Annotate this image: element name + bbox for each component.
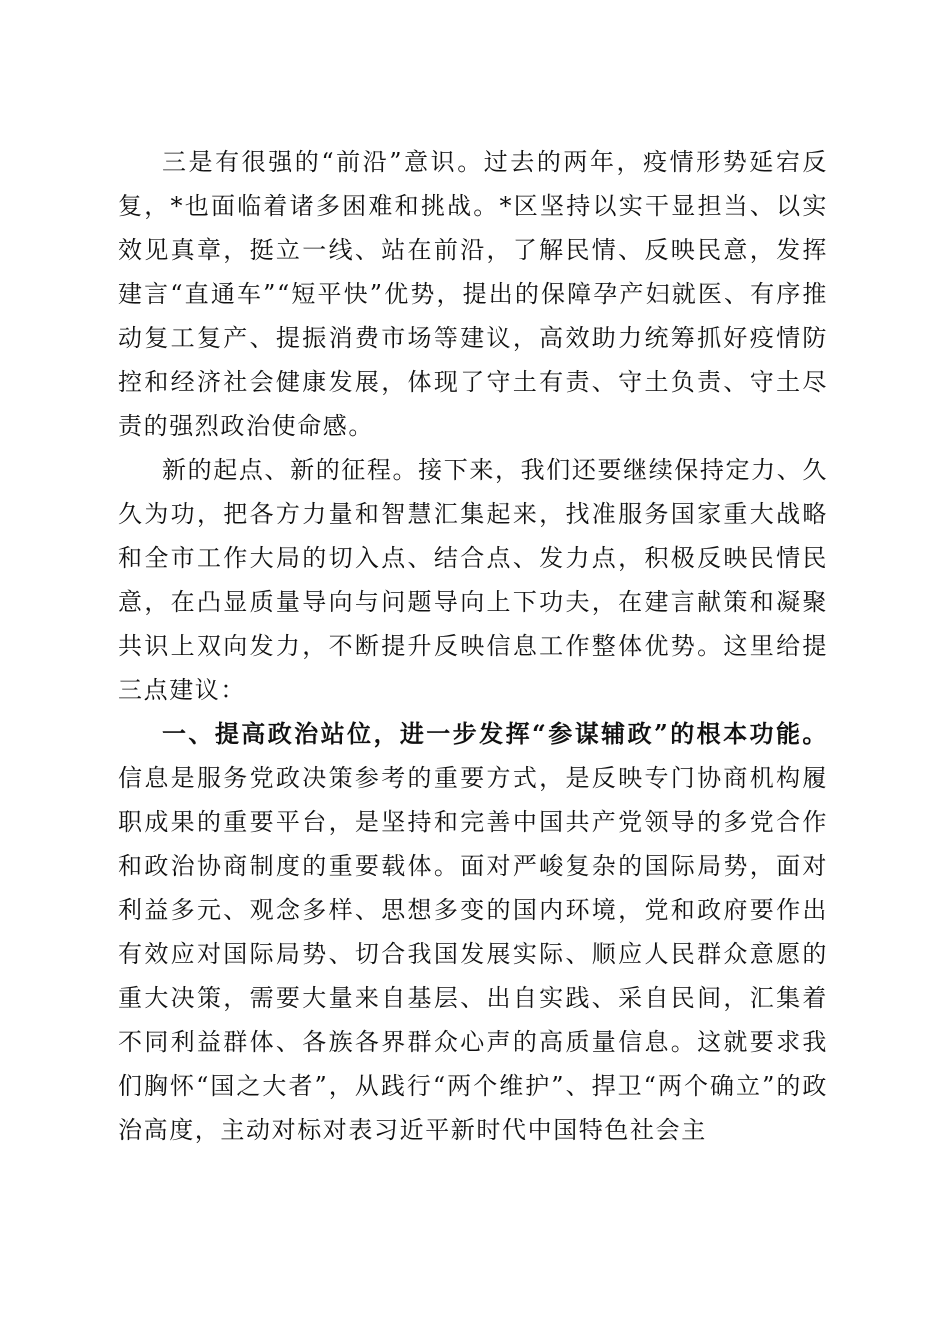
- document-body: [118, 140, 828, 1152]
- section-heading-one: 一、提高政治站位，进一步发挥“参谋辅政”的根本功能。: [162, 719, 828, 748]
- paragraph-political-standing: [118, 712, 828, 1152]
- section-body-one: 信息是服务党政决策参考的重要方式，是反映专门协商机构履职成果的重要平台，是坚持和完善中国共产党领导的多党合作和政治协商制度的重要载体。面对严峻复杂的国际局势，面对利益多元、观念多样、思想多变的国内环境，党和政府要作出有效应对国际局势、切合我国发展实际、顺应人民群众意愿的重大决策，需要大量来自基层、出自实践、采自民间，汇集着不同利益群体、各族各界群众心声的高质量信息。这就要求我们胸怀“国之大者”，从践行“两个维护”、捍卫“两个确立”的政治高度，主动对标对表习近平新时代中国特色社会主: [118, 764, 828, 1144]
- paragraph-front-line-awareness: 三是有很强的“前沿”意识。过去的两年，疫情形势延宕反复，*也面临着诸多困难和挑战。*区坚持以实干显担当、以实效见真章，挺立一线、站在前沿，了解民情、反映民意，发挥建言“直通车”“短平快”优势，提出的保障孕产妇就医、有序推动复工复产、提振消费市场等建议，高效助力统筹抓好疫情防控和经济社会健康发展，体现了守土有责、守土负责、守土尽责的强烈政治使命感。: [118, 148, 828, 440]
- paragraph-new-journey: 新的起点、新的征程。接下来，我们还要继续保持定力、久久为功，把各方力量和智慧汇集起来，找准服务国家重大战略和全市工作大局的切入点、结合点、发力点，积极反映民情民意，在凸显质量导向与问题导向上下功夫，在建言献策和凝聚共识上双向发力，不断提升反映信息工作整体优势。这里给提三点建议：: [118, 456, 828, 704]
